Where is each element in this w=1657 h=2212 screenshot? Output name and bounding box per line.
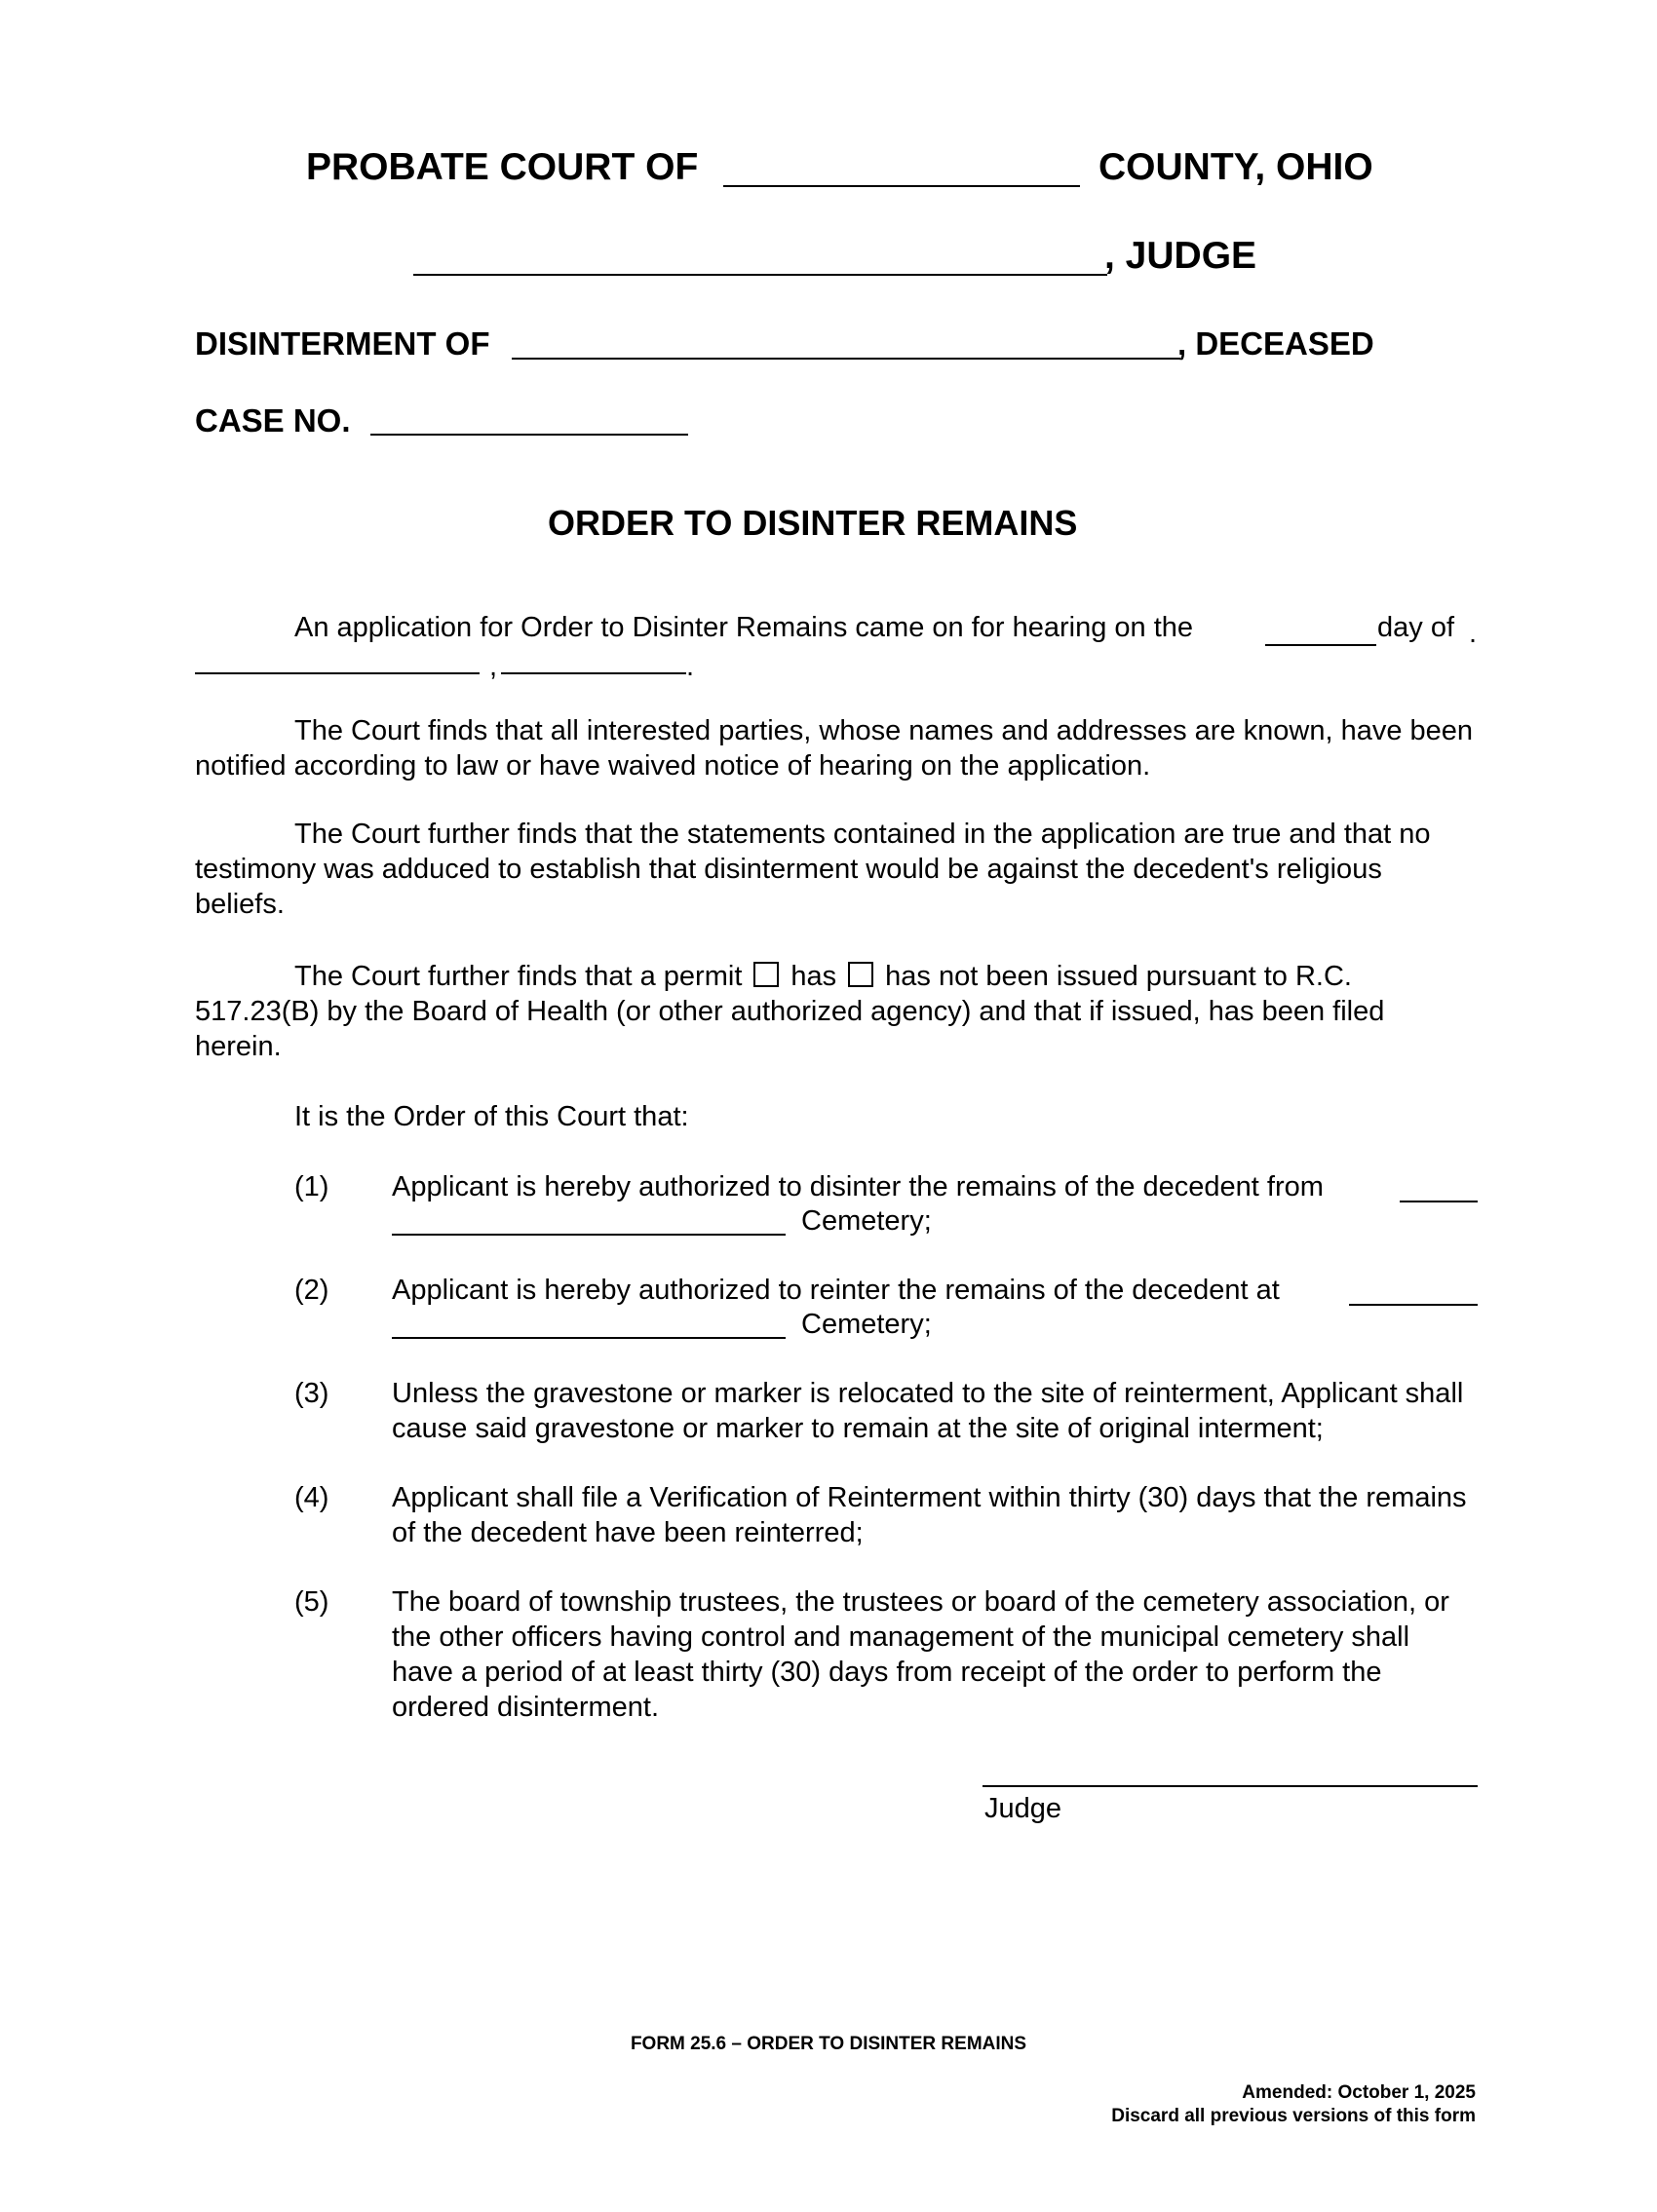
amended-date: Amended: October 1, 2025: [1242, 2082, 1476, 2103]
reinter-cemetery-blank: [1349, 1304, 1478, 1306]
item-text: Applicant is hereby authorized to reinter the remains of the decedent at: [392, 1275, 1280, 1306]
item-number: (3): [294, 1378, 329, 1409]
hearing-month-blank: [195, 672, 480, 674]
item-text: Unless the gravestone or marker is relocated to the site of reinterment, Applicant shall cause said gravestone or marker to remain at the site of original interment;: [392, 1378, 1464, 1444]
case-number-blank: [370, 434, 688, 436]
document-title: ORDER TO DISINTER REMAINS: [548, 503, 1078, 543]
item-text: Applicant is hereby authorized to disinter the remains of the decedent from: [392, 1171, 1324, 1202]
item-text: Applicant shall file a Verification of Reinterment within thirty (30) days that the remains of the decedent have been reinterred;: [392, 1482, 1467, 1548]
para4-has: has: [790, 961, 837, 992]
hearing-day-blank: [1265, 644, 1376, 646]
item-number: (5): [294, 1586, 329, 1618]
para1-period: .: [1469, 618, 1478, 649]
judge-name-blank: [413, 274, 1107, 276]
permit-has-checkbox[interactable]: [753, 962, 779, 987]
reinter-cemetery-blank-2: [392, 1337, 786, 1339]
para4: [195, 959, 1478, 1064]
para1-text: An application for Order to Disinter Remains came on for hearing on the: [294, 612, 1194, 643]
item-number: (1): [294, 1171, 329, 1202]
para1-end: .: [686, 651, 695, 682]
county-blank: [723, 185, 1080, 187]
permit-has-not-checkbox[interactable]: [848, 962, 873, 987]
court-prefix: PROBATE COURT OF: [306, 146, 699, 188]
order-intro: It is the Order of this Court that:: [294, 1101, 689, 1132]
item-number: (2): [294, 1275, 329, 1306]
deceased-name-blank: [512, 358, 1180, 360]
case-label: CASE NO.: [195, 402, 351, 439]
signature-label: Judge: [984, 1793, 1062, 1824]
para1-comma: ,: [489, 651, 498, 682]
hearing-year-blank: [501, 672, 686, 674]
judge-signature-line: [983, 1785, 1478, 1787]
judge-suffix: , JUDGE: [1104, 235, 1257, 277]
para4-prefix: The Court further finds that a permit: [294, 961, 743, 992]
para1-day-of: day of: [1377, 612, 1454, 643]
para4-has-not: has not been issued pursuant to R.C. 517.23(B) by the Board of Health (or other authorized agency) and that if issued, has been filed herein.: [195, 961, 1385, 1062]
disinterment-prefix: DISINTERMENT OF: [195, 325, 490, 362]
para2: [195, 713, 1478, 783]
disinterment-suffix: , DECEASED: [1177, 325, 1374, 362]
item-number: (4): [294, 1482, 329, 1513]
disinter-cemetery-blank: [1400, 1201, 1478, 1202]
para3: [195, 817, 1478, 922]
item-cemetery-label: Cemetery;: [801, 1205, 932, 1237]
disinter-cemetery-blank-2: [392, 1234, 786, 1236]
discard-notice: Discard all previous versions of this form: [1111, 2106, 1476, 2126]
para3-text: The Court further finds that the statements contained in the application are true and that no testimony was adduced to establish that disinterment would be against the decedent's religious beliefs.: [195, 819, 1431, 920]
para2-text: The Court finds that all interested parties, whose names and addresses are known, have been notified according to law or have waived notice of hearing on the application.: [195, 715, 1474, 782]
form-name: FORM 25.6 – ORDER TO DISINTER REMAINS: [630, 2034, 1027, 2054]
item-cemetery-label: Cemetery;: [801, 1309, 932, 1340]
court-suffix: COUNTY, OHIO: [1098, 146, 1373, 188]
item-text: The board of township trustees, the trustees or board of the cemetery association, or the other officers having control and management of the municipal cemetery shall have a period of at least thirty (30) days from receipt of the order to perform the ordered disinterment.: [392, 1586, 1449, 1723]
